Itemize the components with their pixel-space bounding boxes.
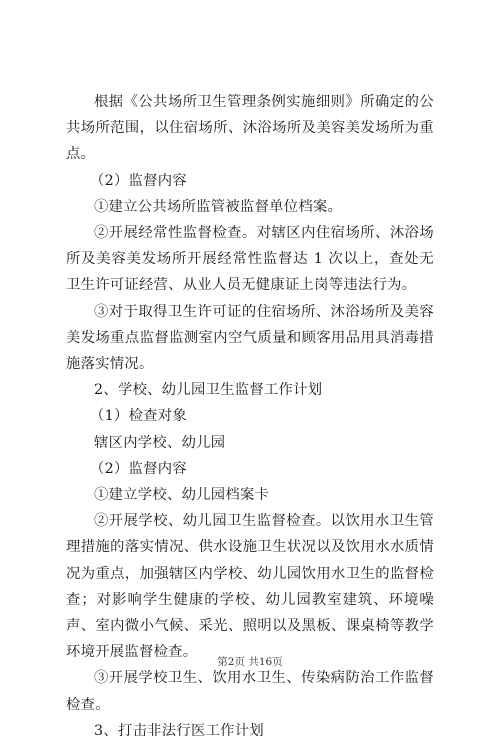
- heading-supervision-content-2: （2）监督内容: [90, 460, 187, 477]
- document-body: [66, 89, 434, 744]
- paragraph-item-3: ③对于取得卫生许可证的住宿场所、沐浴场所及美容美发场重点监督监测室内空气质量和顾客用品用具消毒措施落实情况。: [66, 303, 434, 373]
- heading-inspection-target: （1）检查对象: [90, 408, 187, 425]
- paragraph-item-1: ①建立公共场所监管被监督单位档案。: [94, 198, 343, 215]
- section-heading-illegal-practice: 3、打击非法行医工作计划: [94, 722, 264, 739]
- paragraph-school-item-3: ③开展学校卫生、饮用水卫生、传染病防治工作监督检查。: [66, 670, 434, 713]
- paragraph-school-item-1: ①建立学校、幼儿园档案卡: [94, 487, 270, 504]
- paragraph-school-item-2: ②开展学校、幼儿园卫生监督检查。以饮用水卫生管理措施的落实情况、供水设施卫生状况以及饮用水水质情况为重点，加强辖区内学校、幼儿园饮用水卫生的监督检查；对影响学生健康的学校、幼儿园教室建筑、环境噪声、室内微小气候、采光、照明以及黑板、课桌椅等教学环境开展监督检查。: [66, 513, 434, 661]
- paragraph-item-2: ②开展经常性监督检查。对辖区内住宿场所、沐浴场所及美容美发场所开展经常性监督达 1 次以上，查处无卫生许可证经营、从业人员无健康证上岗等违法行为。: [66, 225, 434, 294]
- page-footer: 第2页 共16页: [217, 656, 283, 668]
- section-heading-school: 2、学校、幼儿园卫生监督工作计划: [94, 382, 323, 399]
- paragraph-scope: 根据《公共场所卫生管理条例实施细则》所确定的公共场所范围，以住宿场所、沐浴场所及美容美发场所为重点。: [66, 94, 434, 163]
- paragraph-inspection-target: 辖区内学校、幼儿园: [94, 434, 226, 451]
- heading-supervision-content-1: （2）监督内容: [90, 172, 187, 189]
